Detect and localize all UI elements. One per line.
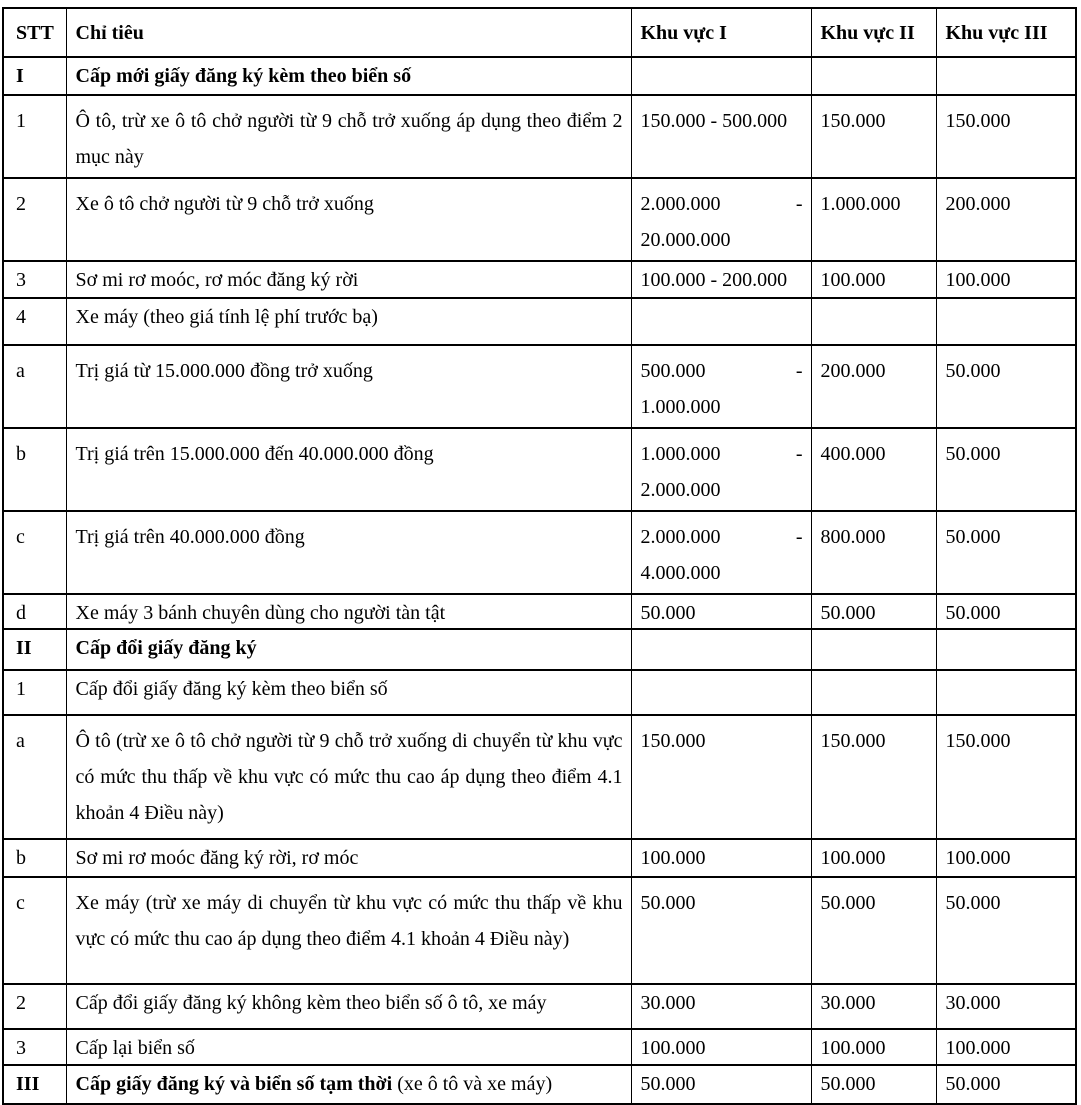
cell-khu-vuc-1 bbox=[631, 629, 811, 670]
cell-stt: III bbox=[3, 1065, 66, 1104]
cell-khu-vuc-2: 100.000 bbox=[811, 1029, 936, 1065]
cell-khu-vuc-2: 100.000 bbox=[811, 839, 936, 877]
cell-khu-vuc-1 bbox=[631, 511, 811, 594]
cell-khu-vuc-3: 30.000 bbox=[936, 984, 1076, 1029]
cell-chi-tieu bbox=[66, 178, 631, 261]
fee-table bbox=[2, 7, 1077, 1105]
cell-khu-vuc-1: 50.000 bbox=[631, 594, 811, 629]
table-row bbox=[3, 877, 1076, 984]
cell-khu-vuc-2 bbox=[811, 629, 936, 670]
cell-stt: II bbox=[3, 629, 66, 670]
cell-stt: a bbox=[3, 345, 66, 428]
cell-khu-vuc-1 bbox=[631, 428, 811, 511]
row-label: Xe ô tô chở người từ 9 chỗ trở xuống bbox=[75, 193, 374, 215]
range-dash: - bbox=[795, 443, 803, 465]
cell-stt: 3 bbox=[3, 261, 66, 298]
cell-stt: b bbox=[3, 428, 66, 511]
cell-stt: b bbox=[3, 839, 66, 877]
header-chi-tieu: Chỉ tiêu bbox=[66, 8, 631, 57]
row-label: Cấp đổi giấy đăng ký bbox=[75, 637, 257, 659]
cell-khu-vuc-2: 100.000 bbox=[811, 261, 936, 298]
range-first-line bbox=[641, 353, 803, 389]
cell-chi-tieu bbox=[66, 345, 631, 428]
table-row bbox=[3, 670, 1076, 715]
table-row bbox=[3, 629, 1076, 670]
cell-khu-vuc-3: 100.000 bbox=[936, 1029, 1076, 1065]
cell-khu-vuc-1: 30.000 bbox=[631, 984, 811, 1029]
range-to: 20.000.000 bbox=[640, 229, 731, 251]
table-row bbox=[3, 57, 1076, 95]
range-from: 2.000.000 bbox=[640, 526, 721, 548]
table-row bbox=[3, 984, 1076, 1029]
cell-khu-vuc-2: 400.000 bbox=[811, 428, 936, 511]
cell-stt: 4 bbox=[3, 298, 66, 345]
cell-khu-vuc-2: 200.000 bbox=[811, 345, 936, 428]
table-row bbox=[3, 839, 1076, 877]
cell-khu-vuc-1 bbox=[631, 57, 811, 95]
row-label: Sơ mi rơ moóc, rơ móc đăng ký rời bbox=[75, 269, 359, 291]
cell-stt: 2 bbox=[3, 178, 66, 261]
cell-khu-vuc-3 bbox=[936, 670, 1076, 715]
cell-khu-vuc-3 bbox=[936, 298, 1076, 345]
row-label: Ô tô, trừ xe ô tô chở người từ 9 chỗ trở xuống áp dụng theo điểm 2 mục này bbox=[75, 110, 623, 168]
range-first-line bbox=[641, 436, 803, 472]
cell-khu-vuc-3: 50.000 bbox=[936, 877, 1076, 984]
table-body bbox=[3, 57, 1076, 1104]
row-label: Cấp lại biển số bbox=[75, 1037, 195, 1059]
range-to: 1.000.000 bbox=[640, 396, 721, 418]
row-label: Cấp giấy đăng ký và biển số tạm thời bbox=[75, 1073, 393, 1095]
cell-stt: I bbox=[3, 57, 66, 95]
row-label-suffix: (xe ô tô và xe máy) bbox=[392, 1073, 553, 1095]
cell-khu-vuc-3: 50.000 bbox=[936, 511, 1076, 594]
table-row bbox=[3, 1065, 1076, 1104]
table-row bbox=[3, 178, 1076, 261]
row-label: Ô tô (trừ xe ô tô chở người từ 9 chỗ trở xuống di chuyển từ khu vực có mức thu thấp về khu vực có mức thu cao áp dụng theo điểm 4.1 khoản 4 Điều này) bbox=[75, 730, 623, 824]
cell-khu-vuc-2: 150.000 bbox=[811, 715, 936, 839]
cell-khu-vuc-2: 150.000 bbox=[811, 95, 936, 178]
cell-khu-vuc-3: 150.000 bbox=[936, 95, 1076, 178]
table-row bbox=[3, 298, 1076, 345]
range-first-line bbox=[641, 519, 803, 555]
range-from: 1.000.000 bbox=[640, 443, 721, 465]
cell-khu-vuc-1: 100.000 bbox=[631, 1029, 811, 1065]
header-khu-vuc-2: Khu vực II bbox=[811, 8, 936, 57]
cell-chi-tieu bbox=[66, 298, 631, 345]
range-from: 2.000.000 bbox=[640, 193, 721, 215]
cell-khu-vuc-2: 50.000 bbox=[811, 877, 936, 984]
cell-khu-vuc-3: 150.000 bbox=[936, 715, 1076, 839]
cell-khu-vuc-3: 50.000 bbox=[936, 345, 1076, 428]
row-label: Xe máy 3 bánh chuyên dùng cho người tàn tật bbox=[75, 602, 446, 624]
cell-chi-tieu bbox=[66, 629, 631, 670]
table-row bbox=[3, 511, 1076, 594]
header-row bbox=[3, 8, 1076, 57]
cell-chi-tieu bbox=[66, 95, 631, 178]
cell-chi-tieu bbox=[66, 428, 631, 511]
table-row bbox=[3, 594, 1076, 629]
row-label: Sơ mi rơ moóc đăng ký rời, rơ móc bbox=[75, 847, 359, 869]
cell-stt: c bbox=[3, 511, 66, 594]
cell-khu-vuc-2 bbox=[811, 670, 936, 715]
cell-chi-tieu bbox=[66, 670, 631, 715]
cell-khu-vuc-3: 50.000 bbox=[936, 1065, 1076, 1104]
cell-stt: c bbox=[3, 877, 66, 984]
cell-chi-tieu bbox=[66, 1029, 631, 1065]
cell-chi-tieu bbox=[66, 839, 631, 877]
row-label: Trị giá trên 15.000.000 đến 40.000.000 đồng bbox=[75, 443, 434, 465]
range-dash: - bbox=[795, 526, 803, 548]
cell-khu-vuc-1: 150.000 - 500.000 bbox=[631, 95, 811, 178]
cell-stt: d bbox=[3, 594, 66, 629]
row-label: Cấp mới giấy đăng ký kèm theo biển số bbox=[75, 65, 412, 87]
cell-khu-vuc-1: 150.000 bbox=[631, 715, 811, 839]
row-label: Xe máy (trừ xe máy di chuyển từ khu vực có mức thu thấp về khu vực có mức thu cao áp dụng theo điểm 4.1 khoản 4 Điều này) bbox=[75, 892, 623, 950]
cell-stt: 1 bbox=[3, 670, 66, 715]
cell-khu-vuc-2: 50.000 bbox=[811, 594, 936, 629]
cell-stt: 3 bbox=[3, 1029, 66, 1065]
header-stt: STT bbox=[3, 8, 66, 57]
cell-khu-vuc-3: 100.000 bbox=[936, 839, 1076, 877]
cell-khu-vuc-2: 30.000 bbox=[811, 984, 936, 1029]
table-row bbox=[3, 715, 1076, 839]
cell-khu-vuc-3: 50.000 bbox=[936, 428, 1076, 511]
cell-khu-vuc-2: 50.000 bbox=[811, 1065, 936, 1104]
row-label: Trị giá trên 40.000.000 đồng bbox=[75, 526, 305, 548]
cell-khu-vuc-1: 100.000 bbox=[631, 839, 811, 877]
row-label: Cấp đổi giấy đăng ký kèm theo biển số bbox=[75, 678, 388, 700]
cell-chi-tieu bbox=[66, 984, 631, 1029]
cell-khu-vuc-3: 50.000 bbox=[936, 594, 1076, 629]
cell-khu-vuc-3 bbox=[936, 57, 1076, 95]
cell-khu-vuc-2: 1.000.000 bbox=[811, 178, 936, 261]
cell-chi-tieu bbox=[66, 57, 631, 95]
cell-chi-tieu bbox=[66, 877, 631, 984]
table-header bbox=[3, 8, 1076, 57]
range-to: 4.000.000 bbox=[640, 562, 721, 584]
cell-chi-tieu bbox=[66, 1065, 631, 1104]
range-from: 500.000 bbox=[640, 360, 706, 382]
cell-chi-tieu bbox=[66, 511, 631, 594]
cell-chi-tieu bbox=[66, 715, 631, 839]
table-row bbox=[3, 345, 1076, 428]
cell-khu-vuc-1 bbox=[631, 298, 811, 345]
cell-stt: 1 bbox=[3, 95, 66, 178]
cell-khu-vuc-2 bbox=[811, 57, 936, 95]
cell-khu-vuc-1: 50.000 bbox=[631, 1065, 811, 1104]
cell-khu-vuc-1: 50.000 bbox=[631, 877, 811, 984]
header-khu-vuc-1: Khu vực I bbox=[631, 8, 811, 57]
range-to: 2.000.000 bbox=[640, 479, 721, 501]
row-label: Cấp đổi giấy đăng ký không kèm theo biển số ô tô, xe máy bbox=[75, 992, 547, 1014]
row-label: Xe máy (theo giá tính lệ phí trước bạ) bbox=[75, 306, 378, 328]
range-dash: - bbox=[795, 360, 803, 382]
cell-khu-vuc-1: 100.000 - 200.000 bbox=[631, 261, 811, 298]
range-first-line bbox=[641, 186, 803, 222]
cell-khu-vuc-2: 800.000 bbox=[811, 511, 936, 594]
cell-khu-vuc-3: 100.000 bbox=[936, 261, 1076, 298]
cell-khu-vuc-1 bbox=[631, 670, 811, 715]
cell-stt: a bbox=[3, 715, 66, 839]
table-row bbox=[3, 428, 1076, 511]
table-row bbox=[3, 1029, 1076, 1065]
header-khu-vuc-3: Khu vực III bbox=[936, 8, 1076, 57]
table-row bbox=[3, 261, 1076, 298]
cell-stt: 2 bbox=[3, 984, 66, 1029]
cell-khu-vuc-2 bbox=[811, 298, 936, 345]
cell-khu-vuc-1 bbox=[631, 178, 811, 261]
cell-khu-vuc-3 bbox=[936, 629, 1076, 670]
cell-khu-vuc-3: 200.000 bbox=[936, 178, 1076, 261]
cell-chi-tieu bbox=[66, 261, 631, 298]
cell-chi-tieu bbox=[66, 594, 631, 629]
row-label: Trị giá từ 15.000.000 đồng trở xuống bbox=[75, 360, 373, 382]
table-row bbox=[3, 95, 1076, 178]
range-dash: - bbox=[795, 193, 803, 215]
cell-khu-vuc-1 bbox=[631, 345, 811, 428]
